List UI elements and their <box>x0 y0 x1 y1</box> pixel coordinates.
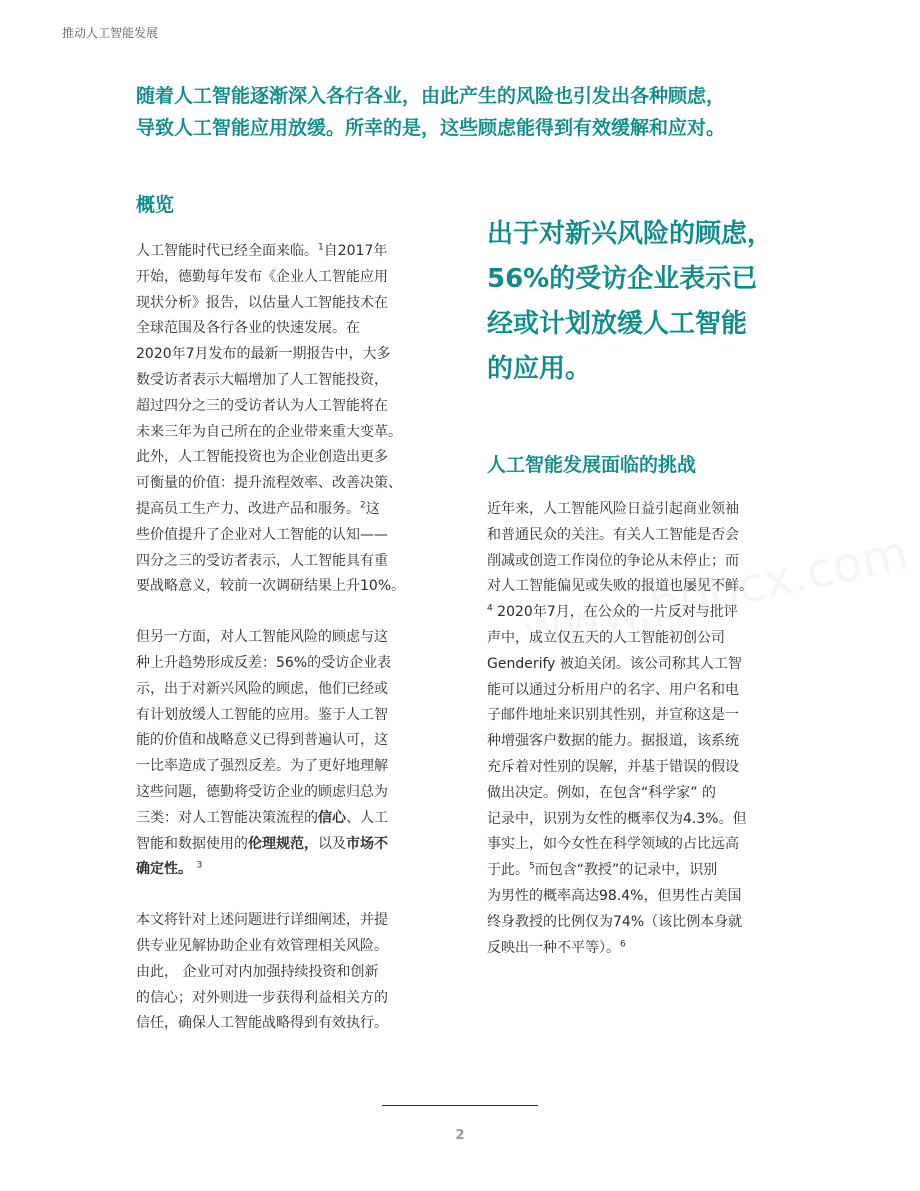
text-line: 三类：对人工智能决策流程的信心、人工 <box>136 809 388 826</box>
text-line: 示，出于对新兴风险的顾虑，他们已经或 <box>136 680 388 697</box>
text-line: 为男性的概率高达98.4%，但男性占美国 <box>487 887 742 904</box>
overview-heading: 概览 <box>136 194 175 216</box>
text-line: Genderify 被迫关闭。该公司称其人工智 <box>487 655 742 672</box>
text-line: 此外，人工智能投资也为企业创造出更多 <box>136 449 388 466</box>
text-line: 事实上，如今女性在科学领域的占比远高 <box>487 836 739 853</box>
intro-highlight <box>136 80 796 144</box>
intro-line: 导致人工智能应用放缓。所幸的是，这些顾虑能得到有效缓解和应对。 <box>136 117 726 139</box>
text-line: 由此， 企业可对内加强持续投资和创新 <box>136 963 379 980</box>
text-line: 超过四分之三的受访者认为人工智能将在 <box>136 397 388 414</box>
text-line: 做出决定。例如，在包含“科学家” 的 <box>487 784 716 801</box>
text-line: 子邮件地址来识别其性别，并宣称这是一 <box>487 707 739 724</box>
text-line: 四分之三的受访者表示，人工智能具有重 <box>136 552 388 569</box>
text-line: 对人工智能偏见或失败的报道也屡见不鲜。 <box>487 578 753 595</box>
text-line: 能的价值和战略意义已得到普遍认可，这 <box>136 732 388 749</box>
text-line: 终身教授的比例仅为74%（该比例本身就 <box>487 913 743 930</box>
text-line: 数受访者表示大幅增加了人工智能投资， <box>136 371 388 388</box>
text-line: 供专业见解协助企业有效管理相关风险。 <box>136 937 388 954</box>
text-line: 开始，德勤每年发布《企业人工智能应用 <box>136 268 388 285</box>
pull-quote-line: 出于对新兴风险的顾虑， <box>487 219 774 249</box>
text-line: 全球范围及各行各业的快速发展。在 <box>136 320 360 337</box>
text-line: 确定性。 $^3$ <box>136 860 203 878</box>
text-line: 本文将针对上述问题进行详细阐述，并提 <box>136 912 388 929</box>
text-line: 这些问题，德勤将受访企业的顾虑归总为 <box>136 783 388 800</box>
pull-quote <box>487 212 807 392</box>
left-column <box>136 190 456 1037</box>
text-line: 些价值提升了企业对人工智能的认知—— <box>136 526 388 543</box>
text-line: 削减或创造工作岗位的争论从未停止；而 <box>487 552 739 569</box>
text-line: 未来三年为自己所在的企业带来重大变革。 <box>136 423 402 440</box>
text-line: 一比率造成了强烈反差。为了更好地理解 <box>136 758 388 775</box>
text-line: 能可以通过分析用户的名字、用户名和电 <box>487 681 739 698</box>
text-line: 智能和数据使用的伦理规范，以及市场不 <box>136 835 388 852</box>
text-line: 可衡量的价值：提升流程效率、改善决策、 <box>136 475 402 492</box>
text-line: 但另一方面，对人工智能风险的顾虑与这 <box>136 629 388 646</box>
overview-body <box>136 239 456 1037</box>
pull-quote-line: 的应用。 <box>487 354 592 384</box>
text-line: 和普通民众的关注。有关人工智能是否会 <box>487 526 739 543</box>
text-line: 种上升趋势形成反差：56%的受访企业表 <box>136 654 392 671</box>
challenges-heading: 人工智能发展面临的挑战 <box>487 454 697 476</box>
text-line: 于此。$^5$而包含“教授”的记录中，识别 <box>487 861 718 879</box>
overview-paragraph-3 <box>136 908 456 1037</box>
pull-quote-line: 56%的受访企业表示已 <box>487 264 758 294</box>
text-line: 近年来，人工智能风险日益引起商业领袖 <box>487 501 739 517</box>
text-line: 充斥着对性别的误解，并基于错误的假设 <box>487 758 739 775</box>
text-line: 人工智能时代已经全面来临。$^1$自2017年 <box>136 242 388 259</box>
running-header: 推动人工智能发展 <box>62 26 159 40</box>
text-line: 现状分析》报告，以估量人工智能技术在 <box>136 294 388 311</box>
text-line: 声中，成立仅五天的人工智能初创公司 <box>487 629 725 646</box>
text-line: 要战略意义，较前一次调研结果上升10%。 <box>136 578 406 595</box>
text-line: 2020年7月发布的最新一期报告中，大多 <box>136 346 391 363</box>
text-line: 记录中，识别为女性的概率仅为4.3%。但 <box>487 810 747 827</box>
footer-divider <box>382 1105 538 1106</box>
overview-paragraph-2 <box>136 625 456 883</box>
text-line: 的信心；对外则进一步获得利益相关方的 <box>136 989 388 1006</box>
text-line: 种增强客户数据的能力。据报道，该系统 <box>487 733 739 750</box>
overview-paragraph-1 <box>136 239 456 600</box>
text-line: 信任，确保人工智能战略得到有效执行。 <box>136 1015 388 1032</box>
text-line: 提高员工生产力、改进产品和服务。$^2$这 <box>136 500 380 517</box>
text-line: 反映出一种不平等）。$^6$ <box>487 938 626 956</box>
text-line: 有计划放缓人工智能的应用。鉴于人工智 <box>136 706 388 723</box>
page-number: 2 <box>455 1128 465 1143</box>
intro-line: 随着人工智能逐渐深入各行各业，由此产生的风险也引发出各种顾虑， <box>136 85 726 107</box>
text-line: $^4$ 2020年7月，在公众的一片反对与批评 <box>487 603 738 621</box>
pull-quote-line: 经或计划放缓人工智能 <box>487 309 748 339</box>
